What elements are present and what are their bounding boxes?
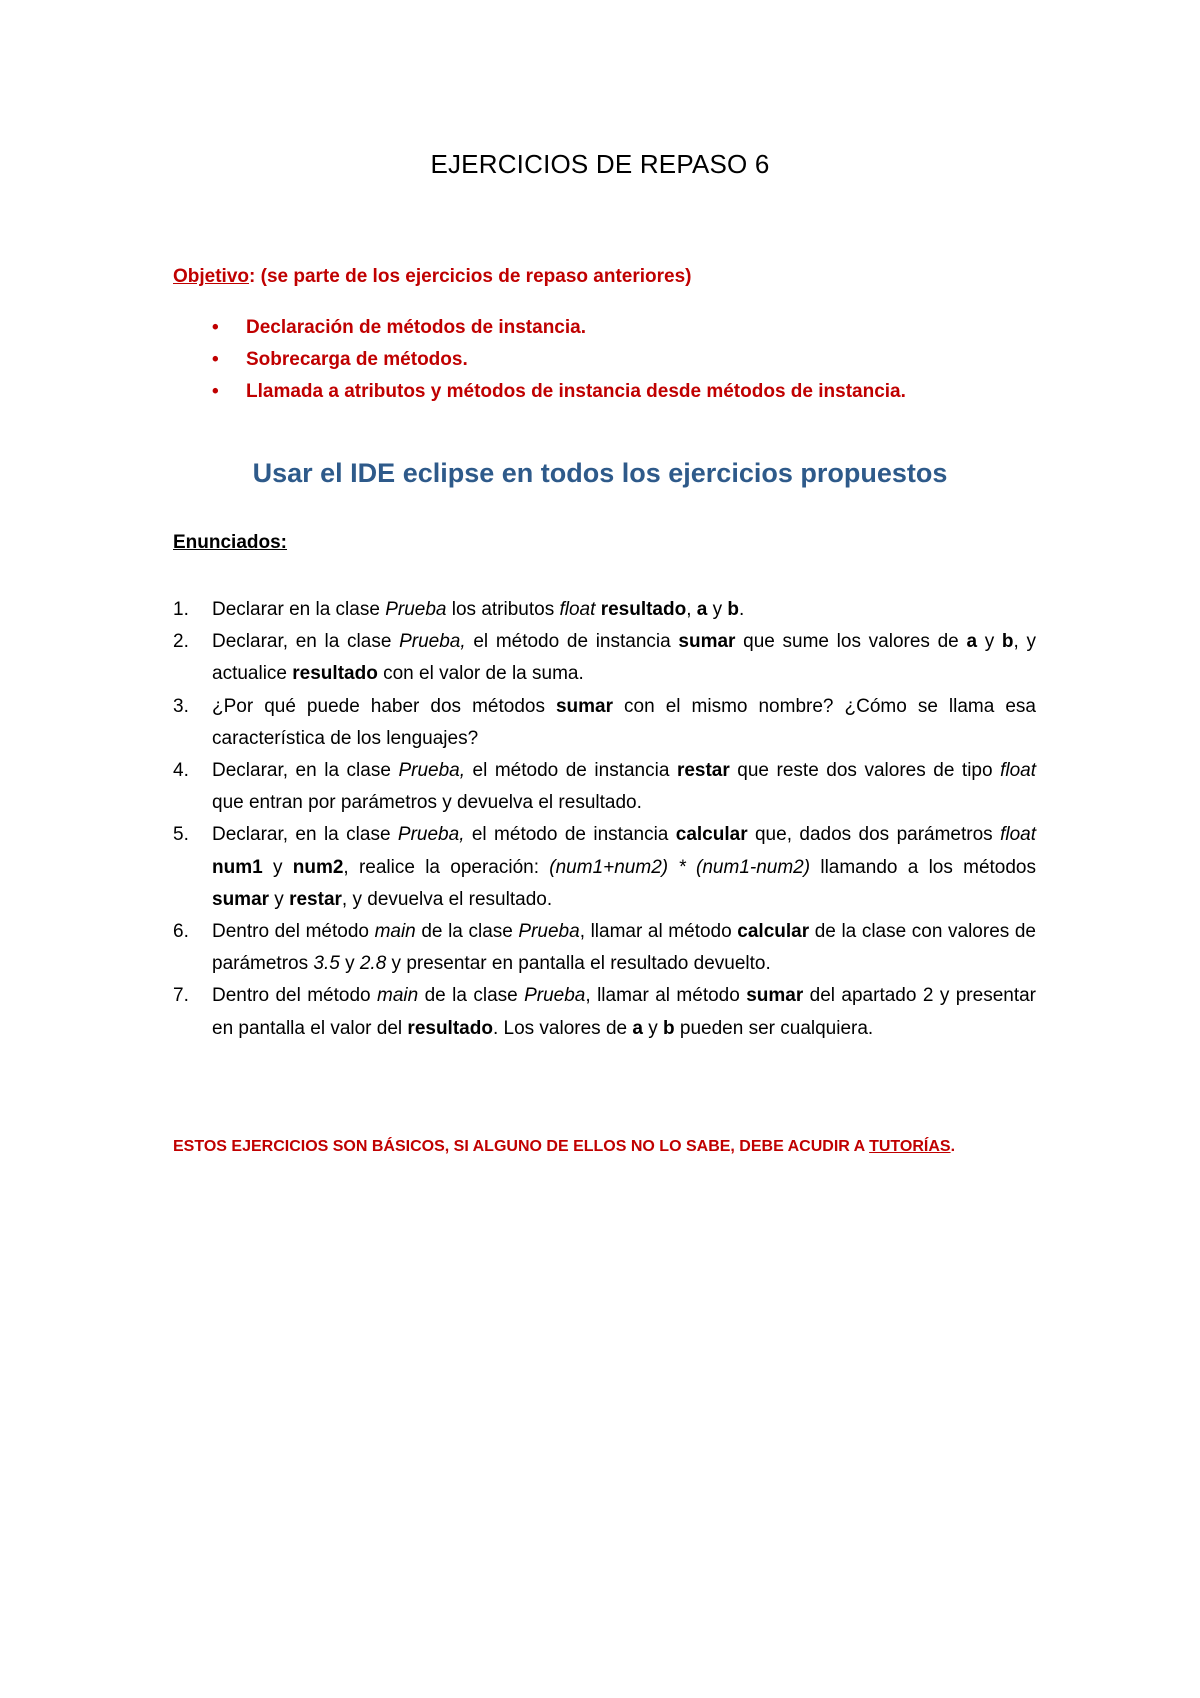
objective-text: : (se parte de los ejercicios de repaso anteriores) [249,266,692,287]
footer-note-end: . [950,1138,956,1155]
text-run: y [977,631,1002,653]
exercise-text [212,921,1036,974]
exercise-number: 7. [173,985,189,1007]
text-run: que sume los valores de [735,631,967,653]
objective-line [173,264,691,290]
text-run: el método de instancia [465,631,679,653]
text-run: . Los valores de [492,1017,633,1039]
text-run: y [269,888,290,910]
text-run: , y devuelva el resultado. [341,888,553,910]
bold-term: num1 [212,856,263,878]
bullet-icon: • [212,317,219,338]
italic-term: Prueba, [397,824,465,846]
italic-term: main [374,921,416,943]
footer-note-text: ESTOS EJERCICIOS SON BÁSICOS, SI ALGUNO DE ELLOS NO LO SABE, DEBE ACUDIR A [173,1138,870,1155]
exercise-number: 2. [173,631,189,653]
text-run: , y actualice [212,631,1037,685]
text-run: , llamar al método [585,985,747,1007]
text-run: Dentro del método [212,985,377,1007]
objective-item-text: Llamada a atributos y métodos de instancia desde métodos de instancia. [246,381,906,402]
footer-note [173,1136,955,1158]
exercise-item [173,916,1036,980]
text-run: que, dados dos parámetros [747,824,1001,846]
text-run: y [642,1017,664,1039]
text-run: ¿Por qué puede haber dos métodos [212,695,556,717]
bold-term: restar [676,760,730,782]
bold-term: resultado [600,599,687,620]
exercise-text [212,599,744,620]
exercise-text [212,985,1036,1038]
exercise-number: 1. [173,599,189,620]
exercise-number: 5. [173,824,189,846]
text-run: , realice la operación: [343,856,550,878]
text-run: y presentar en pantalla el resultado devuelto. [386,953,771,975]
text-run: . [739,599,745,620]
text-run: Dentro del método [212,921,375,943]
italic-term: Prueba, [399,631,466,653]
text-run: con el valor de la suma. [377,663,584,685]
exercise-item [173,819,1036,916]
objective-item-text: Declaración de métodos de instancia. [246,317,586,338]
objective-item [200,344,906,376]
exercise-text [212,631,1036,684]
italic-term: Prueba, [398,760,465,782]
tutorias-link[interactable]: TUTORÍAS [869,1138,951,1155]
italic-term: Prueba [524,985,586,1007]
exercise-text [212,696,1036,749]
exercise-item [173,691,1036,755]
text-run: y [262,856,293,878]
italic-term: Prueba [385,599,447,620]
enunciados-heading: Enunciados: [173,532,288,553]
text-run: Declarar, en la clase [212,824,398,846]
text-run: con el mismo nombre? ¿Cómo se llama esa característica de los lenguajes? [212,695,1036,749]
text-run: de la clase [418,985,525,1007]
bold-term: b [1001,631,1014,653]
bold-term: sumar [678,631,736,653]
bold-term: b [663,1017,675,1039]
bold-term: sumar [555,695,614,717]
bold-term: b [727,599,740,620]
text-run: que entran por parámetros y devuelva el resultado. [212,792,642,814]
bullet-icon: • [212,381,219,402]
bullet-icon: • [212,349,219,370]
objective-item [200,376,906,408]
italic-term: float [1000,824,1036,846]
exercise-item [173,980,1036,1044]
bold-term: resultado [292,663,378,685]
exercise-number: 4. [173,760,189,782]
objective-list [200,312,906,408]
exercise-number: 6. [173,921,189,943]
exercise-item [173,594,1036,626]
bold-term: num2 [292,856,344,878]
text-run: llamando a los métodos [810,856,1036,878]
objective-item [200,312,906,344]
text-run: de la clase [415,921,519,943]
document-title: EJERCICIOS DE REPASO 6 [430,149,770,179]
italic-term: 3.5 [313,953,340,975]
text-run: los atributos [446,599,560,620]
bold-term: restar [289,888,342,910]
italic-term: main [377,985,419,1007]
text-run: y [339,953,360,975]
bold-term: sumar [212,888,270,910]
bold-term: calcular [675,824,748,846]
text-run: y [707,599,728,620]
bold-term: calcular [737,921,810,943]
italic-term: 2.8 [359,953,387,975]
exercise-text [212,760,1036,813]
bold-term: resultado [407,1017,493,1039]
text-run: el método de instancia [464,824,676,846]
text-run: Declarar en la clase [212,599,386,620]
text-run: del apartado 2 y presentar en pantalla el valor del [212,985,1036,1039]
bold-term: sumar [746,985,804,1007]
bold-term: a [696,599,708,620]
italic-term: float [1000,760,1037,782]
bold-term: a [966,631,978,653]
italic-term: Prueba [518,921,580,943]
objective-item-text: Sobrecarga de métodos. [246,349,468,370]
text-run: que reste dos valores de tipo [729,760,1001,782]
text-run: el método de instancia [464,760,677,782]
italic-term: (num1+num2) * (num1-num2) [549,856,811,878]
exercise-item [173,755,1036,819]
exercise-list [173,594,1036,1045]
text-run: pueden ser cualquiera. [674,1017,874,1039]
text-run: , [686,599,697,620]
exercise-number: 3. [173,695,189,717]
text-run: Declarar, en la clase [212,760,399,782]
exercise-item [173,626,1036,690]
text-run: , llamar al método [579,921,738,943]
ide-heading: Usar el IDE eclipse en todos los ejercicios propuestos [252,458,948,488]
bold-term: a [632,1017,643,1039]
text-run: de la clase con valores de parámetros [212,921,1036,975]
exercise-text [212,824,1036,909]
text-run: Declarar, en la clase [212,631,400,653]
italic-term: float [559,599,596,620]
objective-label: Objetivo [173,266,250,287]
